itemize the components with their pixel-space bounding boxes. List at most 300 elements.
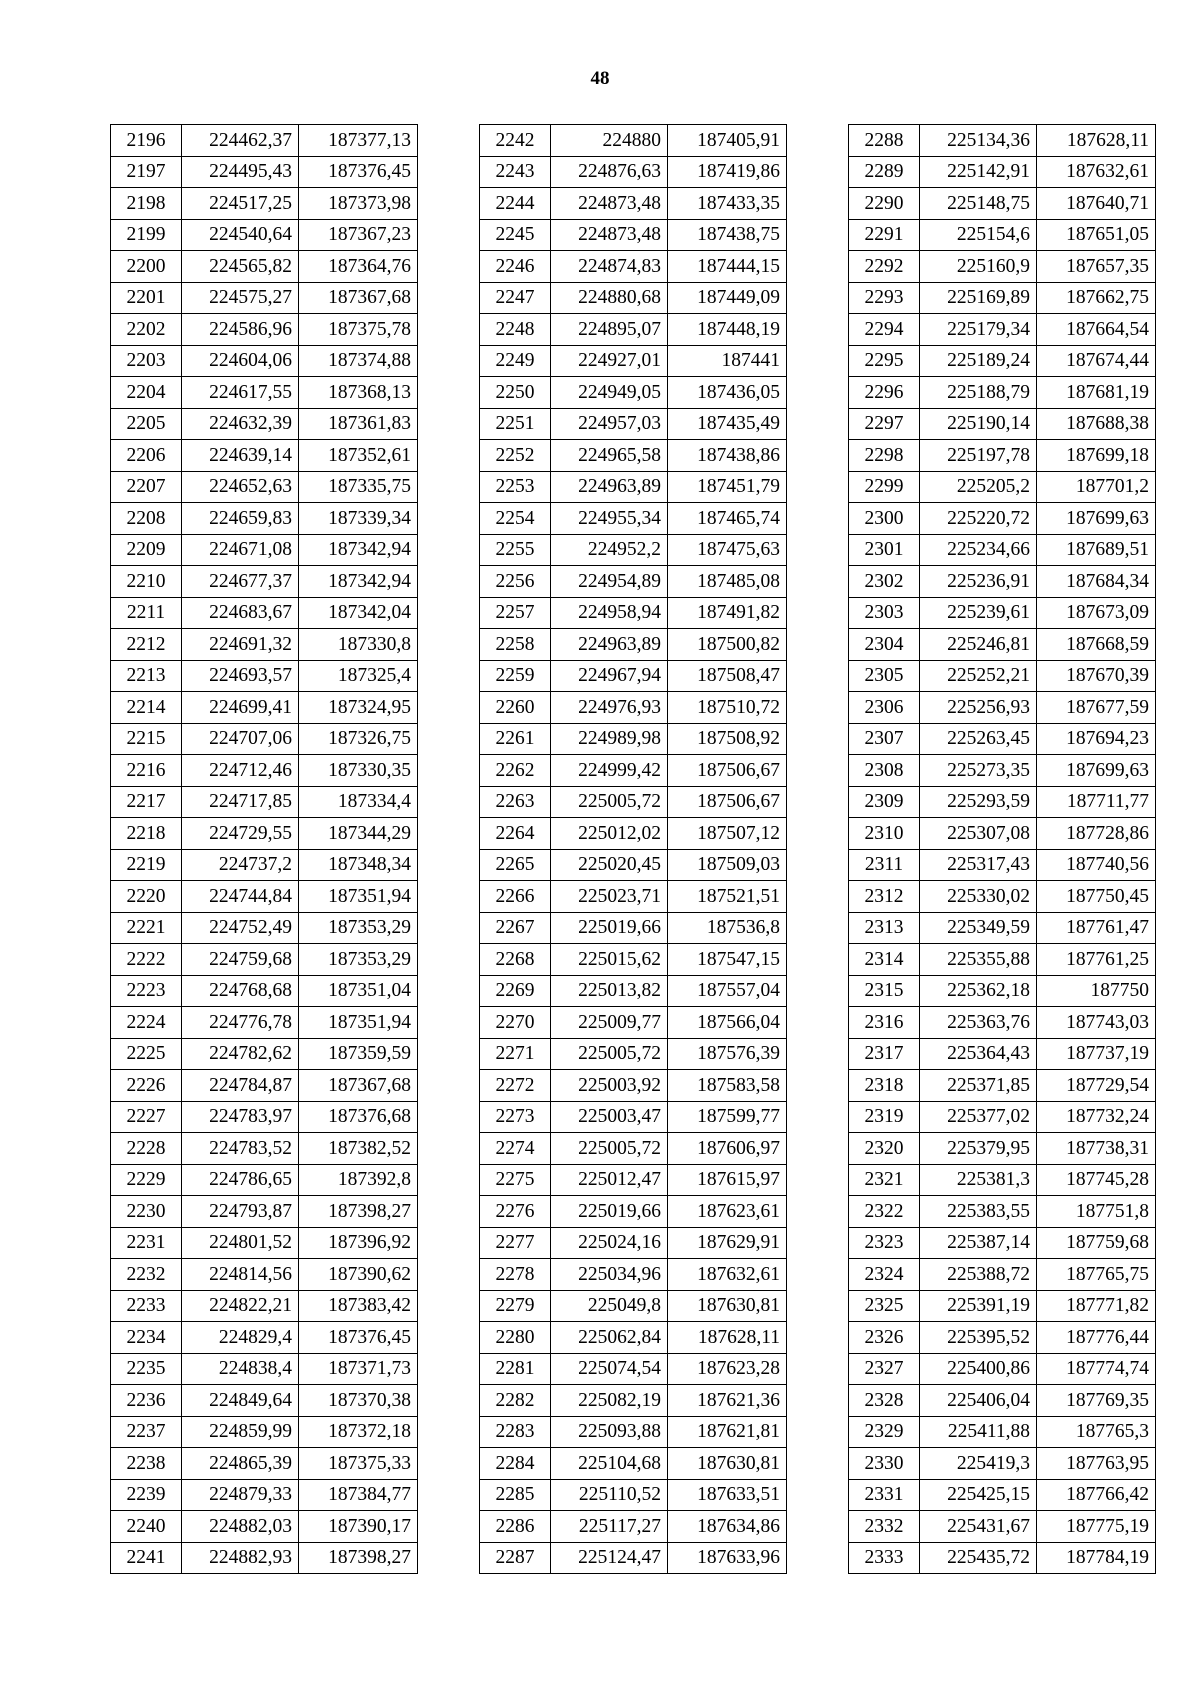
x-coordinate-cell: 225381,3 [920, 1164, 1037, 1196]
point-number-cell: 2243 [480, 156, 551, 188]
y-coordinate-cell: 187664,54 [1037, 314, 1156, 346]
table-row [111, 1448, 418, 1480]
table-row [849, 723, 1156, 755]
table-row [849, 471, 1156, 503]
table-row [111, 1070, 418, 1102]
y-coordinate-cell: 187398,27 [299, 1542, 418, 1574]
x-coordinate-cell: 225252,21 [920, 660, 1037, 692]
table-row [111, 1133, 418, 1165]
y-coordinate-cell: 187373,98 [299, 188, 418, 220]
table-row [111, 1164, 418, 1196]
x-coordinate-cell: 224565,82 [182, 251, 299, 283]
point-number-cell: 2317 [849, 1038, 920, 1070]
y-coordinate-cell: 187351,94 [299, 1007, 418, 1039]
table-row [849, 125, 1156, 157]
y-coordinate-cell: 187364,76 [299, 251, 418, 283]
x-coordinate-cell: 224873,48 [551, 188, 668, 220]
x-coordinate-cell: 224882,03 [182, 1511, 299, 1543]
table-row [111, 975, 418, 1007]
table-row [849, 1196, 1156, 1228]
x-coordinate-cell: 225395,52 [920, 1322, 1037, 1354]
point-number-cell: 2331 [849, 1479, 920, 1511]
y-coordinate-cell: 187684,34 [1037, 566, 1156, 598]
x-coordinate-cell: 224639,14 [182, 440, 299, 472]
table-row [111, 786, 418, 818]
x-coordinate-cell: 225371,85 [920, 1070, 1037, 1102]
y-coordinate-cell: 187361,83 [299, 408, 418, 440]
y-coordinate-cell: 187699,63 [1037, 503, 1156, 535]
y-coordinate-cell: 187673,09 [1037, 597, 1156, 629]
x-coordinate-cell: 224838,4 [182, 1353, 299, 1385]
table-row [480, 723, 787, 755]
table-row [480, 156, 787, 188]
x-coordinate-cell: 224712,46 [182, 755, 299, 787]
point-number-cell: 2272 [480, 1070, 551, 1102]
table-row [849, 1542, 1156, 1574]
y-coordinate-cell: 187632,61 [1037, 156, 1156, 188]
table-row [111, 818, 418, 850]
point-number-cell: 2281 [480, 1353, 551, 1385]
x-coordinate-cell: 224752,49 [182, 912, 299, 944]
x-coordinate-cell: 225093,88 [551, 1416, 668, 1448]
table-row [849, 219, 1156, 251]
table-row [849, 503, 1156, 535]
table-row [849, 1322, 1156, 1354]
point-number-cell: 2252 [480, 440, 551, 472]
point-number-cell: 2294 [849, 314, 920, 346]
table-row [111, 1007, 418, 1039]
table-row [849, 1070, 1156, 1102]
x-coordinate-cell: 225263,45 [920, 723, 1037, 755]
point-number-cell: 2271 [480, 1038, 551, 1070]
point-number-cell: 2332 [849, 1511, 920, 1543]
point-number-cell: 2214 [111, 692, 182, 724]
x-coordinate-cell: 225012,47 [551, 1164, 668, 1196]
point-number-cell: 2326 [849, 1322, 920, 1354]
x-coordinate-cell: 225062,84 [551, 1322, 668, 1354]
y-coordinate-cell: 187729,54 [1037, 1070, 1156, 1102]
y-coordinate-cell: 187344,29 [299, 818, 418, 850]
x-coordinate-cell: 224967,94 [551, 660, 668, 692]
point-number-cell: 2321 [849, 1164, 920, 1196]
x-coordinate-cell: 224814,56 [182, 1259, 299, 1291]
x-coordinate-cell: 225239,61 [920, 597, 1037, 629]
table-row [480, 1101, 787, 1133]
table-row [111, 660, 418, 692]
y-coordinate-cell: 187761,25 [1037, 944, 1156, 976]
table-row [111, 1259, 418, 1291]
table-row [480, 1511, 787, 1543]
x-coordinate-cell: 225023,71 [551, 881, 668, 913]
point-number-cell: 2226 [111, 1070, 182, 1102]
table-row [849, 188, 1156, 220]
y-coordinate-cell: 187448,19 [668, 314, 787, 346]
point-number-cell: 2225 [111, 1038, 182, 1070]
table-row [480, 566, 787, 598]
y-coordinate-cell: 187774,74 [1037, 1353, 1156, 1385]
table-row [111, 471, 418, 503]
y-coordinate-cell: 187633,96 [668, 1542, 787, 1574]
x-coordinate-cell: 225003,92 [551, 1070, 668, 1102]
y-coordinate-cell: 187405,91 [668, 125, 787, 157]
point-number-cell: 2324 [849, 1259, 920, 1291]
point-number-cell: 2207 [111, 471, 182, 503]
x-coordinate-cell: 224768,68 [182, 975, 299, 1007]
y-coordinate-cell: 187769,35 [1037, 1385, 1156, 1417]
point-number-cell: 2318 [849, 1070, 920, 1102]
x-coordinate-cell: 224873,48 [551, 219, 668, 251]
y-coordinate-cell: 187368,13 [299, 377, 418, 409]
y-coordinate-cell: 187670,39 [1037, 660, 1156, 692]
table-row [111, 1038, 418, 1070]
y-coordinate-cell: 187750 [1037, 975, 1156, 1007]
point-number-cell: 2196 [111, 125, 182, 157]
y-coordinate-cell: 187433,35 [668, 188, 787, 220]
point-number-cell: 2241 [111, 1542, 182, 1574]
coordinate-table-2 [479, 124, 787, 1574]
y-coordinate-cell: 187438,86 [668, 440, 787, 472]
table-row [849, 786, 1156, 818]
x-coordinate-cell: 224963,89 [551, 471, 668, 503]
y-coordinate-cell: 187751,8 [1037, 1196, 1156, 1228]
x-coordinate-cell: 224879,33 [182, 1479, 299, 1511]
point-number-cell: 2316 [849, 1007, 920, 1039]
y-coordinate-cell: 187629,91 [668, 1227, 787, 1259]
x-coordinate-cell: 224495,43 [182, 156, 299, 188]
point-number-cell: 2276 [480, 1196, 551, 1228]
y-coordinate-cell: 187765,75 [1037, 1259, 1156, 1291]
y-coordinate-cell: 187491,82 [668, 597, 787, 629]
y-coordinate-cell: 187390,17 [299, 1511, 418, 1543]
table-row [480, 314, 787, 346]
y-coordinate-cell: 187335,75 [299, 471, 418, 503]
y-coordinate-cell: 187701,2 [1037, 471, 1156, 503]
point-number-cell: 2289 [849, 156, 920, 188]
x-coordinate-cell: 224849,64 [182, 1385, 299, 1417]
y-coordinate-cell: 187367,23 [299, 219, 418, 251]
x-coordinate-cell: 224776,78 [182, 1007, 299, 1039]
table-row [480, 1322, 787, 1354]
x-coordinate-cell: 225110,52 [551, 1479, 668, 1511]
y-coordinate-cell: 187372,18 [299, 1416, 418, 1448]
point-number-cell: 2285 [480, 1479, 551, 1511]
point-number-cell: 2295 [849, 345, 920, 377]
y-coordinate-cell: 187485,08 [668, 566, 787, 598]
y-coordinate-cell: 187398,27 [299, 1196, 418, 1228]
y-coordinate-cell: 187382,52 [299, 1133, 418, 1165]
point-number-cell: 2330 [849, 1448, 920, 1480]
x-coordinate-cell: 224976,93 [551, 692, 668, 724]
y-coordinate-cell: 187615,97 [668, 1164, 787, 1196]
table-row [849, 692, 1156, 724]
x-coordinate-cell: 225236,91 [920, 566, 1037, 598]
y-coordinate-cell: 187776,44 [1037, 1322, 1156, 1354]
x-coordinate-cell: 224586,96 [182, 314, 299, 346]
x-coordinate-cell: 225009,77 [551, 1007, 668, 1039]
x-coordinate-cell: 224958,94 [551, 597, 668, 629]
table-row [111, 1542, 418, 1574]
y-coordinate-cell: 187630,81 [668, 1448, 787, 1480]
y-coordinate-cell: 187759,68 [1037, 1227, 1156, 1259]
point-number-cell: 2239 [111, 1479, 182, 1511]
point-number-cell: 2312 [849, 881, 920, 913]
table-row [480, 1133, 787, 1165]
table-row [480, 786, 787, 818]
point-number-cell: 2245 [480, 219, 551, 251]
y-coordinate-cell: 187681,19 [1037, 377, 1156, 409]
table-row [111, 125, 418, 157]
coordinate-table-3 [848, 124, 1156, 1574]
x-coordinate-cell: 225188,79 [920, 377, 1037, 409]
point-number-cell: 2260 [480, 692, 551, 724]
point-number-cell: 2234 [111, 1322, 182, 1354]
point-number-cell: 2300 [849, 503, 920, 535]
y-coordinate-cell: 187500,82 [668, 629, 787, 661]
x-coordinate-cell: 225005,72 [551, 1133, 668, 1165]
x-coordinate-cell: 224652,63 [182, 471, 299, 503]
x-coordinate-cell: 224957,03 [551, 408, 668, 440]
table-row [111, 314, 418, 346]
y-coordinate-cell: 187743,03 [1037, 1007, 1156, 1039]
point-number-cell: 2218 [111, 818, 182, 850]
point-number-cell: 2242 [480, 125, 551, 157]
table-row [111, 1479, 418, 1511]
x-coordinate-cell: 225012,02 [551, 818, 668, 850]
x-coordinate-cell: 225169,89 [920, 282, 1037, 314]
table-row [480, 849, 787, 881]
table-row [849, 251, 1156, 283]
y-coordinate-cell: 187326,75 [299, 723, 418, 755]
point-number-cell: 2322 [849, 1196, 920, 1228]
table-row [480, 503, 787, 535]
point-number-cell: 2204 [111, 377, 182, 409]
y-coordinate-cell: 187377,13 [299, 125, 418, 157]
y-coordinate-cell: 187628,11 [668, 1322, 787, 1354]
y-coordinate-cell: 187633,51 [668, 1479, 787, 1511]
table-row [111, 345, 418, 377]
table-row [849, 912, 1156, 944]
y-coordinate-cell: 187699,63 [1037, 755, 1156, 787]
x-coordinate-cell: 225363,76 [920, 1007, 1037, 1039]
point-number-cell: 2297 [849, 408, 920, 440]
point-number-cell: 2199 [111, 219, 182, 251]
x-coordinate-cell: 225387,14 [920, 1227, 1037, 1259]
point-number-cell: 2248 [480, 314, 551, 346]
x-coordinate-cell: 224859,99 [182, 1416, 299, 1448]
x-coordinate-cell: 224699,41 [182, 692, 299, 724]
y-coordinate-cell: 187390,62 [299, 1259, 418, 1291]
table-row [111, 408, 418, 440]
x-coordinate-cell: 225205,2 [920, 471, 1037, 503]
y-coordinate-cell: 187547,15 [668, 944, 787, 976]
point-number-cell: 2284 [480, 1448, 551, 1480]
table-row [480, 125, 787, 157]
point-number-cell: 2201 [111, 282, 182, 314]
x-coordinate-cell: 225355,88 [920, 944, 1037, 976]
table-row [480, 1196, 787, 1228]
point-number-cell: 2296 [849, 377, 920, 409]
table-row [111, 219, 418, 251]
y-coordinate-cell: 187784,19 [1037, 1542, 1156, 1574]
table-row [480, 1227, 787, 1259]
y-coordinate-cell: 187465,74 [668, 503, 787, 535]
x-coordinate-cell: 225234,66 [920, 534, 1037, 566]
y-coordinate-cell: 187383,42 [299, 1290, 418, 1322]
x-coordinate-cell: 224952,2 [551, 534, 668, 566]
x-coordinate-cell: 224965,58 [551, 440, 668, 472]
table-row [849, 1511, 1156, 1543]
point-number-cell: 2292 [849, 251, 920, 283]
table-row [480, 818, 787, 850]
x-coordinate-cell: 224865,39 [182, 1448, 299, 1480]
x-coordinate-cell: 224729,55 [182, 818, 299, 850]
page-number: 48 [590, 68, 610, 89]
point-number-cell: 2314 [849, 944, 920, 976]
y-coordinate-cell: 187766,42 [1037, 1479, 1156, 1511]
point-number-cell: 2261 [480, 723, 551, 755]
point-number-cell: 2305 [849, 660, 920, 692]
point-number-cell: 2306 [849, 692, 920, 724]
x-coordinate-cell: 224517,25 [182, 188, 299, 220]
point-number-cell: 2273 [480, 1101, 551, 1133]
point-number-cell: 2217 [111, 786, 182, 818]
x-coordinate-cell: 224955,34 [551, 503, 668, 535]
table-row [480, 1007, 787, 1039]
point-number-cell: 2255 [480, 534, 551, 566]
x-coordinate-cell: 224677,37 [182, 566, 299, 598]
y-coordinate-cell: 187557,04 [668, 975, 787, 1007]
point-number-cell: 2311 [849, 849, 920, 881]
y-coordinate-cell: 187536,8 [668, 912, 787, 944]
table-row [480, 471, 787, 503]
point-number-cell: 2256 [480, 566, 551, 598]
y-coordinate-cell: 187632,61 [668, 1259, 787, 1291]
y-coordinate-cell: 187651,05 [1037, 219, 1156, 251]
x-coordinate-cell: 225317,43 [920, 849, 1037, 881]
y-coordinate-cell: 187621,36 [668, 1385, 787, 1417]
y-coordinate-cell: 187334,4 [299, 786, 418, 818]
x-coordinate-cell: 225362,18 [920, 975, 1037, 1007]
point-number-cell: 2250 [480, 377, 551, 409]
y-coordinate-cell: 187376,68 [299, 1101, 418, 1133]
point-number-cell: 2313 [849, 912, 920, 944]
table-row [480, 660, 787, 692]
x-coordinate-cell: 225383,55 [920, 1196, 1037, 1228]
x-coordinate-cell: 225019,66 [551, 1196, 668, 1228]
point-number-cell: 2269 [480, 975, 551, 1007]
y-coordinate-cell: 187367,68 [299, 1070, 418, 1102]
y-coordinate-cell: 187775,19 [1037, 1511, 1156, 1543]
y-coordinate-cell: 187370,38 [299, 1385, 418, 1417]
table-row [849, 1259, 1156, 1291]
x-coordinate-cell: 225391,19 [920, 1290, 1037, 1322]
y-coordinate-cell: 187325,4 [299, 660, 418, 692]
x-coordinate-cell: 224632,39 [182, 408, 299, 440]
table-row [480, 345, 787, 377]
point-number-cell: 2253 [480, 471, 551, 503]
table-row [111, 566, 418, 598]
point-number-cell: 2228 [111, 1133, 182, 1165]
point-number-cell: 2259 [480, 660, 551, 692]
table-row [849, 944, 1156, 976]
table-row [849, 1164, 1156, 1196]
x-coordinate-cell: 224671,08 [182, 534, 299, 566]
y-coordinate-cell: 187376,45 [299, 156, 418, 188]
table-row [849, 1479, 1156, 1511]
point-number-cell: 2328 [849, 1385, 920, 1417]
y-coordinate-cell: 187351,04 [299, 975, 418, 1007]
y-coordinate-cell: 187737,19 [1037, 1038, 1156, 1070]
x-coordinate-cell: 224874,83 [551, 251, 668, 283]
y-coordinate-cell: 187677,59 [1037, 692, 1156, 724]
y-coordinate-cell: 187765,3 [1037, 1416, 1156, 1448]
point-number-cell: 2307 [849, 723, 920, 755]
point-number-cell: 2222 [111, 944, 182, 976]
table-row [480, 440, 787, 472]
point-number-cell: 2227 [111, 1101, 182, 1133]
table-row [111, 849, 418, 881]
point-number-cell: 2237 [111, 1416, 182, 1448]
table-row [849, 755, 1156, 787]
table-row [111, 629, 418, 661]
y-coordinate-cell: 187732,24 [1037, 1101, 1156, 1133]
table-row [849, 1448, 1156, 1480]
point-number-cell: 2301 [849, 534, 920, 566]
table-row [849, 1416, 1156, 1448]
table-row [849, 345, 1156, 377]
x-coordinate-cell: 225049,8 [551, 1290, 668, 1322]
table-row [111, 1322, 418, 1354]
x-coordinate-cell: 225074,54 [551, 1353, 668, 1385]
y-coordinate-cell: 187763,95 [1037, 1448, 1156, 1480]
point-number-cell: 2202 [111, 314, 182, 346]
x-coordinate-cell: 225256,93 [920, 692, 1037, 724]
y-coordinate-cell: 187566,04 [668, 1007, 787, 1039]
table-row [849, 1353, 1156, 1385]
point-number-cell: 2206 [111, 440, 182, 472]
x-coordinate-cell: 224989,98 [551, 723, 668, 755]
table-row [480, 1542, 787, 1574]
table-row [849, 818, 1156, 850]
point-number-cell: 2309 [849, 786, 920, 818]
y-coordinate-cell: 187353,29 [299, 944, 418, 976]
table-row [849, 1385, 1156, 1417]
y-coordinate-cell: 187657,35 [1037, 251, 1156, 283]
table-row [480, 408, 787, 440]
y-coordinate-cell: 187375,33 [299, 1448, 418, 1480]
table-row [111, 597, 418, 629]
y-coordinate-cell: 187508,47 [668, 660, 787, 692]
x-coordinate-cell: 224783,97 [182, 1101, 299, 1133]
y-coordinate-cell: 187694,23 [1037, 723, 1156, 755]
x-coordinate-cell: 225154,6 [920, 219, 1037, 251]
y-coordinate-cell: 187351,94 [299, 881, 418, 913]
point-number-cell: 2254 [480, 503, 551, 535]
point-number-cell: 2280 [480, 1322, 551, 1354]
y-coordinate-cell: 187630,81 [668, 1290, 787, 1322]
point-number-cell: 2293 [849, 282, 920, 314]
x-coordinate-cell: 224829,4 [182, 1322, 299, 1354]
point-number-cell: 2209 [111, 534, 182, 566]
x-coordinate-cell: 224784,87 [182, 1070, 299, 1102]
table-row [480, 755, 787, 787]
point-number-cell: 2333 [849, 1542, 920, 1574]
y-coordinate-cell: 187662,75 [1037, 282, 1156, 314]
table-row [849, 1038, 1156, 1070]
y-coordinate-cell: 187506,67 [668, 755, 787, 787]
x-coordinate-cell: 225364,43 [920, 1038, 1037, 1070]
y-coordinate-cell: 187761,47 [1037, 912, 1156, 944]
